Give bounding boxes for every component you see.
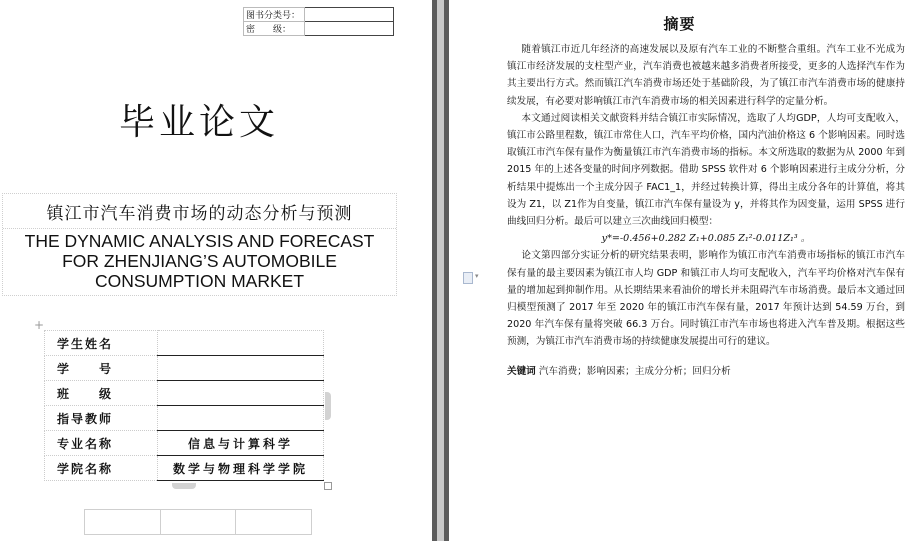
table-row bbox=[45, 431, 324, 456]
cover-page bbox=[0, 0, 432, 541]
table-row bbox=[45, 356, 324, 381]
thesis-title-chinese: 镇江市汽车消费市场的动态分析与预测 bbox=[3, 194, 396, 229]
student-info-table bbox=[44, 330, 324, 481]
keywords-label: 关键词 bbox=[507, 365, 536, 377]
table-row bbox=[45, 331, 324, 356]
student-name-field[interactable] bbox=[158, 331, 324, 356]
table-row bbox=[45, 406, 324, 431]
table-resize-handle-icon[interactable] bbox=[324, 482, 332, 490]
abstract-paragraph: 本文通过阅读相关文献资料并结合镇江市实际情况，选取了人均GDP，人均可支配收入，镇江市公路里程数，镇江市常住人口，汽车平均价格，国内汽油价格这 6 个影响因素。同时选取镇江市汽车保有量作为衡量镇江市汽车消费市场的指标。本文所选取的数据为从 2000 年到 2015 年的上述各变量的时间序列数据。借助 SPSS 软件对 6 个影响因素进行主成分分析，分析结果中提炼出一个主成分因子 FAC1_1，并经过转换计算，得出主成分各年的计算值，将其设为 Z1，以 Z1作为自变量，镇江市汽车保有量设为 y，并将其作为因变量，运用 SPSS 进行曲线回归分析。最后可以建立三次曲线回归模型： bbox=[507, 112, 905, 228]
class-field[interactable] bbox=[158, 381, 324, 406]
table-move-handle-icon[interactable]: + bbox=[34, 318, 45, 332]
table-add-row-handle[interactable] bbox=[172, 483, 196, 489]
info-label: 指导教师 bbox=[45, 406, 158, 431]
classification-box bbox=[243, 7, 394, 36]
abstract-paragraph: 随着镇江市近几年经济的高速发展以及原有汽车工业的不断整合重组。汽车工业不光成为镇江市经济发展的支柱型产业，汽车消费也被越来越多消费者所接受，更多的人选择汽车作为其主要出行方式。然而镇江汽车消费市场还处于基础阶段，为了镇江市汽车消费市场的健康持续发展，有必要对影响镇江市汽车消费市场的相关因素进行科学的定量分析。 bbox=[507, 44, 905, 107]
info-label: 学 号 bbox=[45, 356, 158, 381]
title-en-line: FOR ZHENJIANG’S AUTOMOBILE bbox=[62, 251, 337, 271]
abstract-page bbox=[449, 0, 910, 541]
abstract-title: 摘要 bbox=[663, 15, 696, 33]
table-row bbox=[45, 381, 324, 406]
info-label: 班 级 bbox=[45, 381, 158, 406]
table-cell[interactable] bbox=[85, 510, 161, 535]
keywords-line bbox=[507, 363, 905, 380]
college-field[interactable]: 数学与物理科学学院 bbox=[158, 456, 324, 481]
security-level-field[interactable] bbox=[305, 22, 394, 36]
table-add-column-handle[interactable] bbox=[325, 392, 331, 420]
thesis-title-english bbox=[3, 229, 396, 295]
table-cell[interactable] bbox=[236, 510, 312, 535]
table-cell[interactable] bbox=[160, 510, 236, 535]
chevron-down-icon[interactable]: ▾ bbox=[475, 272, 479, 280]
regression-equation: y*=-0.456+0.282 Z₁+0.085 Z₁²-0.011Z₁³ 。 bbox=[601, 233, 811, 245]
info-label: 学生姓名 bbox=[45, 331, 158, 356]
student-id-field[interactable] bbox=[158, 356, 324, 381]
advisor-field[interactable] bbox=[158, 406, 324, 431]
thesis-heading: 毕业论文 bbox=[118, 102, 279, 143]
title-en-line: THE DYNAMIC ANALYSIS AND FORECAST bbox=[24, 231, 375, 251]
info-label: 学院名称 bbox=[45, 456, 158, 481]
page-shadow bbox=[432, 0, 437, 541]
info-label: 专业名称 bbox=[45, 431, 158, 456]
title-en-line: CONSUMPTION MARKET bbox=[94, 271, 305, 291]
abstract-paragraph: 论文第四部分实证分析的研究结果表明，影响作为镇江市汽车消费市场指标的镇江市汽车保有量的最主要因素为镇江市人均 GDP 和镇江市人均可支配收入，汽车平均价格对汽车保有量的增加起到抑制作用。从长期结果来看油价的增长并未阻碍汽车市场消费。最后本文通过回归模型预测了 2017 年至 2020 年的镇江市汽车保有量，2017 年预计达到 54.59 万台，到 2020 年汽车保有量将突破 66.3 万台。同时镇江市汽车市场也将进入汽车普及期。根据这些预测，为镇江市汽车消费市场的持续健康发展提出可行的建议。 bbox=[507, 250, 905, 348]
paste-options-icon[interactable] bbox=[463, 272, 473, 284]
table-row bbox=[45, 456, 324, 481]
abstract-body bbox=[507, 41, 905, 380]
classification-number-field[interactable] bbox=[305, 8, 394, 22]
empty-grid-table bbox=[84, 509, 312, 535]
security-level-label: 密 级： bbox=[244, 22, 305, 36]
page-gap bbox=[432, 0, 449, 541]
keywords-text: 汽车消费；影响因素；主成分分析；回归分析 bbox=[538, 365, 731, 377]
classification-number-label: 图书分类号： bbox=[244, 8, 305, 22]
major-field[interactable]: 信息与计算科学 bbox=[158, 431, 324, 456]
thesis-title-box bbox=[2, 193, 397, 296]
